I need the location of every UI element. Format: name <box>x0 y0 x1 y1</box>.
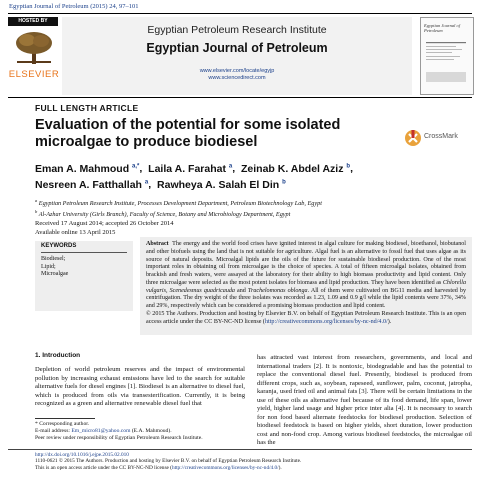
journal-urls <box>62 68 412 82</box>
footer-license-link[interactable]: http://creativecommons.org/licenses/by-nc-nd/4.0/ <box>171 464 279 471</box>
keyword-item: Microalgae <box>41 271 69 277</box>
crossmark-badge[interactable] <box>404 127 468 149</box>
author: Laila A. Farahat $^a$ <box>148 162 233 175</box>
author: Rawheya A. Salah El Din $^b$ <box>157 178 286 191</box>
page-footer <box>35 452 475 471</box>
cover-title: Egyptian Journal of Petroleum <box>424 23 460 33</box>
hosted-by-badge: HOSTED BY <box>8 17 58 26</box>
abstract-text: Abstract The energy and the world food crises have ignited interest in algal culture for making biodiesel, bioethanol, biobutanol and other biofuels using the land that is not suitable for agriculture. Algal fuel is an alternative to fossil fuel that uses algae as its source of natural deposits. Microalgal lipids are the oils of the future for sustainable biodiesel production. One of the most important roles in obtaining oil from microalgae is the choice of species. A total of fifteen microalgal isolates, obtained from brackish and fresh waters, were assayed at the laboratory for their ability to high biomass productivity and lipid content. Only three microalgae were selected as the most potent isolates for biomass and lipid production. They have been identified as Chlorella vulgaris, Scenedesmus quadricauda and Trachelomonas oblonga. All of them were cultivated on BG11 media and harvested by centrifugation. The dry weight of the three isolates was recorded as 1.23, 1.09 and 0.9 g/l while the lipid contents were 37%, 34% and 29%, respectively which can be considered a promising biomass production and lipid content. © 2015 The Authors. Production and hosting by Elsevier B.V. on behalf of Egyptian Petroleum Research Institute. This is an open access article under the CC BY-NC-ND license (http://creativecommons.org/licenses/by-nc-nd/4.0/). <box>146 241 467 325</box>
author-email-link[interactable]: Em_micro81@yahoo.com <box>71 427 131 434</box>
author-list: Eman A. Mahmoud $^{a,*}$, Laila A. Farahat $^a$, Zeinab K. Abdel Aziz $^b$, Nesreen A. Fatthallah $^a$, Rawheya A. Salah El Din $^b$ <box>35 162 353 191</box>
author: Nesreen A. Fatthallah $^a$ <box>35 178 149 191</box>
abstract-copyright: © 2015 The Authors. Production and hosting by Elsevier B.V. on behalf of Egyptian Petroleum Research Institute. This is an open access article under the CC BY-NC-ND license ( <box>146 310 466 325</box>
abstract-label: Abstract <box>146 241 169 247</box>
affiliations <box>35 197 465 219</box>
elsevier-tree-logo-icon <box>13 30 55 66</box>
peer-review-note: Peer review under responsibility of Egyptian Petroleum Research Institute. <box>35 434 203 441</box>
cover-decoration <box>424 42 468 86</box>
journal-name: Egyptian Journal of Petroleum <box>146 41 328 55</box>
keywords-heading: KEYWORDS <box>41 243 77 249</box>
affiliation-a: $^a$ Egyptian Petroleum Research Institute, Processes Development Department, Petroleum Biotechnology Lab, Egypt <box>35 198 322 208</box>
footer-license: This is an open access article under the CC BY-NC-ND license (http://creativecommons.org/licenses/by-nc-nd/4.0/). <box>35 464 282 471</box>
footer-rule <box>8 449 472 450</box>
keyword-item: Lipid; <box>41 263 56 270</box>
header-bottom-rule <box>8 97 472 98</box>
footnotes <box>35 421 245 441</box>
footnote-divider <box>35 418 95 419</box>
intro-right-column: has attracted vast interest from researchers, governments, and local and international traders [2]. It is nontoxic, biodegradable and has the potential to replace the conventional diesel fuel. Presently, biodiesel is produced from different crops, such as, soybean, rapeseed, sunflower, palm, coconut, jatropha, karanja, used fried oil and animal fats [3]. There will be certain limitations in the use of these oils as alternative fuel because of its food demand, life span, lower yield, higher land usage and higher price inter alia [4]. It is necessary to search for non food based alternate feedstocks for biodiesel production. Selection of biodiesel feedstock is based on higher yields, short duration, lower production cost and non-food crop. Among various biodiesel feedstocks, the microalgae oil has the <box>257 354 472 446</box>
crossmark-icon <box>404 128 422 148</box>
journal-url-elsevier[interactable]: www.elsevier.com/locate/egyjp <box>199 68 275 74</box>
article-dates <box>35 220 335 237</box>
author: Eman A. Mahmoud $^{a,*}$ <box>35 162 140 175</box>
author: Zeinab K. Abdel Aziz $^b$ <box>241 162 351 175</box>
doi-link[interactable]: http://dx.doi.org/10.1016/j.ejpe.2015.02.010 <box>35 452 129 458</box>
journal-url-sciencedirect[interactable]: www.sciencedirect.com <box>208 75 266 81</box>
section-heading-introduction: 1. Introduction <box>35 352 81 359</box>
keywords-divider <box>41 252 127 253</box>
article-type: FULL LENGTH ARTICLE <box>35 103 139 113</box>
footer-copyright: 1110-0621 © 2015 The Authors. Production and hosting by Elsevier B.V. on behalf of Egyptian Petroleum Research Institute. <box>35 458 302 465</box>
keyword-item: Biodiesel; <box>41 256 66 262</box>
received-accepted-date: Received 17 August 2014; accepted 26 October 2014 <box>35 220 174 227</box>
header-top-rule <box>8 13 472 14</box>
affiliation-b: $^b$ Al-Azhar University (Girls Branch), Faculty of Science, Botany and Microbiology Department, Egypt <box>35 209 291 219</box>
elsevier-logo-text: ELSEVIER <box>8 69 60 80</box>
article-title: Evaluation of the potential for some isolated microalgae to produce biodiesel <box>35 117 341 150</box>
intro-left-column: Depletion of world petroleum reserves and the impact of environmental pollution by increasing exhaust emissions have led to the search for suitable alternative fuels for diesel engines [1]. Biodiesel is an alternative to diesel fuel, which is produced from oils via transesterification. Currently, it is being recognized as a green and alternative renewable diesel fuel that <box>35 366 245 407</box>
license-link[interactable]: http://creativecommons.org/licenses/by-nc-nd/4.0/ <box>264 318 388 325</box>
institute-name: Egyptian Petroleum Research Institute <box>147 24 327 36</box>
journal-citation[interactable]: Egyptian Journal of Petroleum (2015) 24, 97–101 <box>9 3 139 10</box>
email-line: E-mail address: Em_micro81@yahoo.com (E.A. Mahmoud). <box>35 427 172 434</box>
corresponding-author-note: * Corresponding author. <box>35 421 90 427</box>
available-online-date: Available online 13 April 2015 <box>35 228 116 236</box>
crossmark-label: CrossMark <box>424 133 458 140</box>
